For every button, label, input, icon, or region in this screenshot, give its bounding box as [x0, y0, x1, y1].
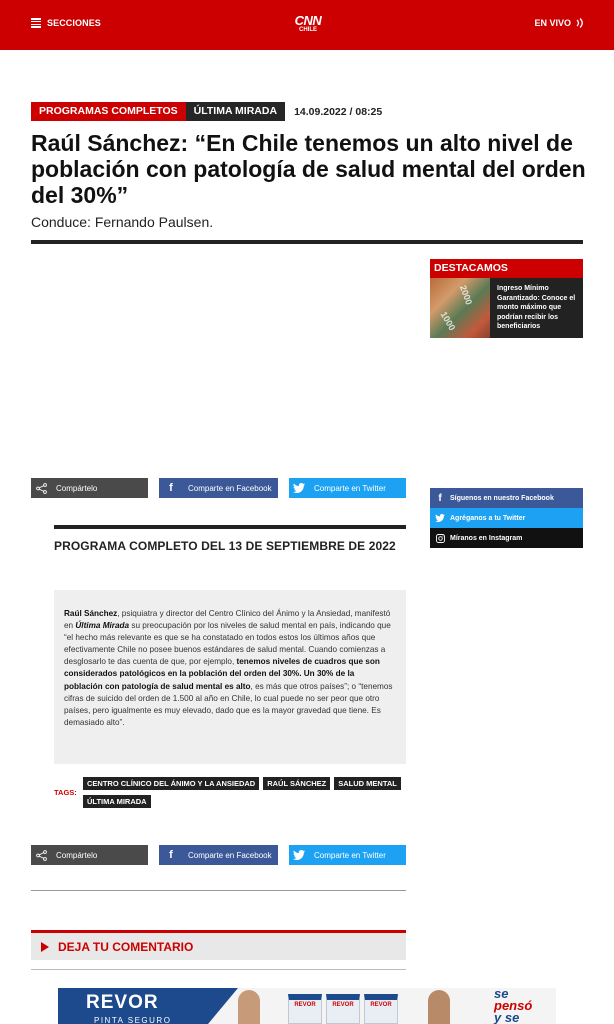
top-header	[0, 0, 614, 50]
body-text: su preocupación por los niveles de salud mental en país, indicando que “el hecho más relevante es que se ha constatado en todos estos los últimos años que efectivamente Chile no posee buenos estándares de salud mental. Cuando comienzas a desglosarlo te das cuenta de que, por ejemplo,	[64, 621, 391, 667]
share-icon	[31, 478, 51, 498]
follow-twitter-link[interactable]	[430, 508, 583, 528]
ad-person-image	[238, 990, 260, 1024]
can-label: REVOR	[294, 1002, 316, 1008]
category-primary[interactable]: PROGRAMAS COMPLETOS	[31, 102, 186, 121]
facebook-icon: f	[438, 492, 442, 504]
twitter-share-label: Comparte en Twitter	[314, 483, 386, 493]
can-label: REVOR	[370, 1002, 392, 1008]
tags-label: TAGS:	[54, 788, 77, 797]
facebook-share-label: Comparte en Facebook	[188, 850, 272, 860]
share-label: Compártelo	[56, 483, 98, 493]
body-show-name: Última Mirada	[75, 621, 130, 631]
logo-text: CNN	[294, 13, 322, 28]
twitter-share-button[interactable]	[289, 845, 406, 865]
article-subtitle: Conduce: Fernando Paulsen.	[31, 214, 214, 230]
can-label: REVOR	[332, 1002, 354, 1008]
secciones-label: SECCIONES	[47, 18, 101, 28]
share-bar-top	[31, 478, 406, 498]
thumb-mark-1: 2000	[457, 283, 475, 307]
tags-list	[83, 777, 403, 808]
slogan-part: pensó	[494, 998, 533, 1013]
featured-thumbnail[interactable]	[430, 278, 490, 338]
featured-card[interactable]	[430, 278, 583, 338]
share-icon	[31, 845, 51, 865]
article-categories	[31, 102, 382, 121]
social-follow-box	[430, 488, 583, 548]
share-bar-bottom	[31, 845, 406, 865]
body-person-name: Raúl Sánchez	[64, 609, 118, 618]
divider	[31, 969, 406, 970]
twitter-icon	[430, 514, 450, 522]
secciones-menu-button[interactable]	[31, 18, 101, 28]
facebook-icon: f	[169, 482, 173, 494]
cnn-chile-logo[interactable]	[293, 14, 323, 34]
play-arrow-icon	[41, 942, 49, 952]
thumb-mark-2: 1000	[438, 309, 458, 333]
article-date: 14.09.2022 / 08:25	[294, 105, 383, 118]
share-label: Compártelo	[56, 850, 98, 860]
ad-tagline: PINTA SEGURO	[94, 1016, 172, 1024]
envivo-label: EN VIVO	[534, 18, 571, 28]
category-secondary[interactable]: ÚLTIMA MIRADA	[186, 102, 285, 121]
ad-brand: REVOR	[86, 992, 159, 1013]
body-text: , psiquiatra y director del Centro Clínico del Ánimo y la Ansiedad, manifestó en	[64, 609, 391, 631]
share-button[interactable]	[31, 478, 148, 498]
twitter-share-label: Comparte en Twitter	[314, 850, 386, 860]
facebook-share-button[interactable]	[159, 845, 278, 865]
ad-slogan	[494, 988, 532, 1024]
tag-link[interactable]: ÚLTIMA MIRADA	[83, 795, 151, 808]
tag-link[interactable]: CENTRO CLÍNICO DEL ÁNIMO Y LA ANSIEDAD	[83, 777, 259, 790]
hamburger-icon	[31, 18, 41, 28]
follow-instagram-label: Míranos en Instagram	[450, 534, 523, 542]
facebook-share-button[interactable]	[159, 478, 278, 498]
broadcast-icon	[575, 18, 584, 28]
body-text: , es más que otros países”; o “tenemos cifras de suicido del orden de 1.500 al año en Chile, lo cual puede no ser peor que otro países, pero igualmente es muy elevado, dado que es la mayor gravedad que tiene. Es demasiado alto”.	[64, 681, 393, 727]
envivo-link[interactable]	[534, 18, 584, 28]
article-title: Raúl Sánchez: “En Chile tenemos un alto nivel de población con patología de salud mental del orden del 30%”	[31, 130, 586, 208]
divider	[54, 525, 406, 529]
ad-person-image	[428, 990, 450, 1024]
slogan-part: y se	[494, 1010, 520, 1024]
tag-link[interactable]: SALUD MENTAL	[334, 777, 401, 790]
facebook-share-label: Comparte en Facebook	[188, 483, 272, 493]
comment-toggle[interactable]	[31, 930, 406, 960]
facebook-icon: f	[169, 849, 173, 861]
divider	[31, 240, 583, 244]
follow-instagram-link[interactable]	[430, 528, 583, 548]
follow-twitter-label: Agréganos a tu Twitter	[450, 514, 526, 522]
slogan-part: se	[494, 988, 509, 1001]
tag-link[interactable]: RAÚL SÁNCHEZ	[263, 777, 330, 790]
body-highlight: tenemos niveles de cuadros que son considerados patológicos en la población del orden del 30%. Un 30% de la población con patología de salud mental es alto	[64, 657, 380, 691]
featured-title[interactable]: Ingreso Mínimo Garantizado: Conoce el monto máximo que podrían recibir los beneficiarios	[497, 285, 576, 330]
twitter-icon	[289, 478, 309, 498]
instagram-icon	[430, 534, 450, 543]
follow-facebook-label: Síguenos en nuestro Facebook	[450, 494, 554, 502]
ad-paint-can	[288, 994, 322, 1024]
ad-banner[interactable]	[58, 988, 556, 1024]
share-button[interactable]	[31, 845, 148, 865]
destacamos-heading: DESTACAMOS	[430, 259, 583, 278]
follow-facebook-link[interactable]	[430, 488, 583, 508]
comment-label: DEJA TU COMENTARIO	[58, 939, 194, 954]
divider	[31, 890, 406, 891]
twitter-icon	[289, 845, 309, 865]
logo-sub: CHILE	[299, 27, 317, 33]
ad-paint-can	[364, 994, 398, 1024]
ad-paint-can	[326, 994, 360, 1024]
destacamos-box	[430, 259, 583, 338]
twitter-share-button[interactable]	[289, 478, 406, 498]
program-heading: PROGRAMA COMPLETO DEL 13 DE SEPTIEMBRE DE 2022	[54, 539, 396, 553]
article-body	[54, 590, 406, 764]
